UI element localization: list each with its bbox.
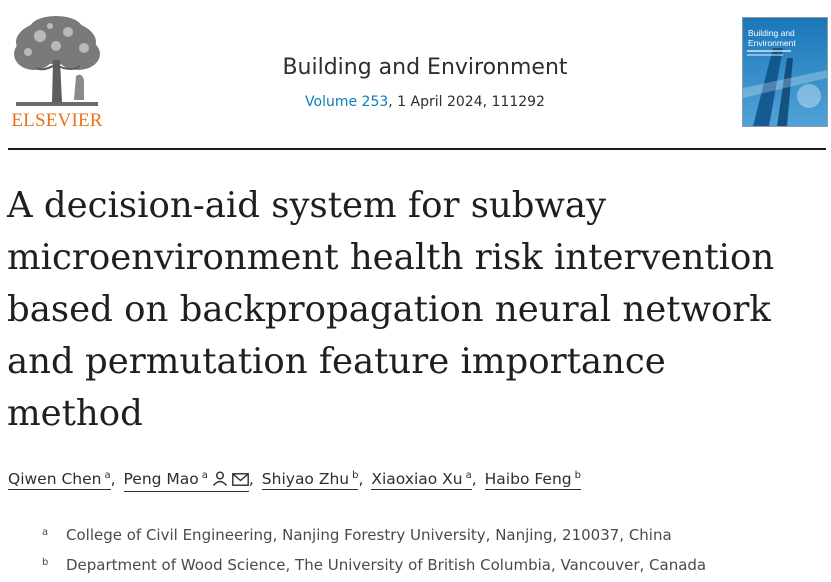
title-line: microenvironment health risk intervention	[7, 237, 775, 278]
journal-cover-image[interactable]	[742, 17, 828, 127]
issue-details: , 1 April 2024, 111292	[388, 94, 545, 110]
author-link[interactable]	[371, 466, 471, 490]
title-line: method	[7, 393, 143, 434]
issue-info	[200, 94, 650, 110]
author-name: Haibo Feng	[484, 470, 572, 488]
article-title	[7, 180, 827, 440]
elsevier-logo[interactable]	[6, 14, 108, 130]
affiliation-marker: b	[352, 470, 359, 481]
author-name: Qiwen Chen	[8, 470, 102, 488]
tree-emblem-icon	[6, 14, 108, 110]
header-divider	[8, 148, 826, 150]
journal-title[interactable]: Building and Environment	[282, 55, 568, 80]
author-list	[8, 466, 581, 492]
author-link[interactable]	[485, 466, 581, 490]
title-line: based on backpropagation neural network	[7, 289, 771, 330]
person-icon	[212, 471, 228, 491]
affiliation-marker: b	[574, 470, 581, 481]
author-name: Peng Mao	[123, 470, 199, 488]
envelope-icon	[232, 471, 249, 491]
affiliation-mark: b	[42, 557, 49, 568]
affiliation-item	[42, 556, 706, 574]
cover-title	[748, 28, 796, 48]
elsevier-wordmark: ELSEVIER	[11, 110, 103, 131]
affiliation-text: College of Civil Engineering, Nanjing Forestry University, Nanjing, 210037, China	[66, 526, 672, 544]
affiliation-mark: a	[42, 527, 49, 538]
author-separator: ,	[110, 470, 116, 488]
author-name: Shiyao Zhu	[261, 470, 350, 488]
volume-link[interactable]: Volume 253	[305, 94, 389, 110]
affiliation-marker: a	[201, 470, 208, 481]
author-link[interactable]	[8, 466, 111, 490]
author-separator: ,	[471, 470, 477, 488]
author-link[interactable]	[124, 466, 249, 492]
affiliation-item	[42, 526, 672, 544]
author-separator: ,	[358, 470, 364, 488]
author-name: Xiaoxiao Xu	[371, 470, 463, 488]
cover-title-line: Building and	[748, 28, 795, 38]
author-link[interactable]	[262, 466, 359, 490]
title-line: and permutation feature importance	[7, 341, 666, 382]
title-line: A decision-aid system for subway	[7, 185, 607, 226]
affiliation-marker: a	[104, 470, 111, 481]
affiliation-text: Department of Wood Science, The University of British Columbia, Vancouver, Canada	[66, 556, 707, 574]
cover-title-line: Environment	[748, 38, 796, 48]
author-separator: ,	[248, 470, 254, 488]
affiliation-marker: a	[465, 470, 472, 481]
